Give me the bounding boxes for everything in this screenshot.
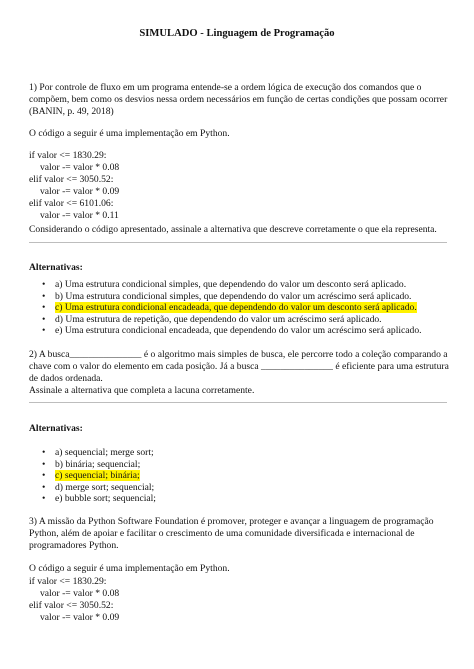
q1-prompt: Considerando o código apresentado, assinale a alternativa que descreve corretamente o que ela representa.	[29, 224, 437, 235]
code-line: if valor <= 1830.29:	[29, 576, 107, 587]
option-text: a) Uma estrutura condicional simples, que dependendo do valor um desconto será aplicado.	[55, 279, 407, 290]
bullet-icon: •	[42, 470, 46, 482]
q1-intro: O código a seguir é uma implementação em Python.	[29, 128, 230, 139]
page-title: SIMULADO - Linguagem de Programação	[139, 28, 335, 39]
q1-option-c[interactable]	[29, 302, 449, 314]
q3-stem-line: Python, além de apoiar e facilitar o crescimento de uma comunidade diversificada e internacional de	[29, 528, 415, 539]
q1-stem-line: (BANIN, p. 49, 2018)	[29, 106, 114, 117]
divider	[29, 402, 447, 403]
option-text: e) bubble sort; sequencial;	[55, 493, 156, 505]
divider	[29, 242, 447, 243]
q3-code-block	[29, 576, 449, 624]
q1-option-e[interactable]	[29, 325, 449, 337]
bullet-icon: •	[42, 493, 46, 505]
code-line: elif valor <= 3050.52:	[29, 174, 114, 185]
q2-options-list	[29, 447, 449, 505]
q2-alternatives-label: Alternativas:	[29, 423, 83, 434]
q2-stem-line: 2) A busca_______________ é o algoritmo mais simples de busca, ele percorre todo a coleção comparando a	[29, 349, 448, 360]
q1-alternatives-label: Alternativas:	[29, 262, 83, 273]
q2-stem-line: Assinale a alternativa que completa a lacuna corretamente.	[29, 385, 255, 396]
code-line: elif valor <= 3050.52:	[29, 600, 114, 611]
q3-stem	[29, 516, 449, 552]
q2-stem	[29, 349, 449, 397]
bullet-icon: •	[42, 458, 46, 470]
q1-option-b[interactable]	[29, 291, 449, 303]
bullet-icon: •	[42, 325, 46, 337]
q2-stem-line: de dados ordenada.	[29, 373, 103, 384]
option-text: e) Uma estrutura condicional encadeada, que dependendo do valor um acréscimo será aplicado.	[55, 325, 422, 337]
q1-stem	[29, 82, 449, 118]
option-text-highlighted: c) Uma estrutura condicional encadeada, que dependendo do valor um desconto será aplicado.	[55, 302, 417, 314]
bullet-icon: •	[42, 481, 46, 493]
bullet-icon: •	[42, 279, 46, 290]
q1-stem-line: compõem, bem como os desvios nessa ordem necessários em função de certas condições que possam ocorrer	[29, 94, 448, 105]
code-line: elif valor <= 6101.06:	[29, 198, 114, 209]
q3-stem-line: programadores Python.	[29, 540, 119, 551]
q2-option-d[interactable]	[29, 482, 449, 494]
q1-stem-line: 1) Por controle de fluxo em um programa entende-se a ordem lógica de execução dos comandos que o	[29, 82, 422, 93]
q3-intro: O código a seguir é uma implementação em Python.	[29, 563, 230, 574]
bullet-icon: •	[42, 313, 46, 325]
option-text: d) Uma estrutura de repetição, que dependendo do valor um acréscimo será aplicado.	[55, 313, 382, 325]
q2-option-c[interactable]	[29, 470, 449, 482]
option-text-highlighted: c) sequencial; binária;	[55, 470, 140, 482]
code-line: valor -= valor * 0.11	[40, 210, 119, 221]
q1-option-d[interactable]	[29, 314, 449, 326]
q1-code-block	[29, 150, 449, 222]
q1-options-list	[29, 279, 449, 337]
q1-option-a[interactable]	[29, 279, 449, 291]
option-text: b) Uma estrutura condicional simples, que dependendo do valor um acréscimo será aplicado.	[55, 290, 412, 302]
code-line: valor -= valor * 0.09	[40, 186, 120, 197]
option-text: a) sequencial; merge sort;	[55, 447, 154, 458]
code-line: if valor <= 1830.29:	[29, 150, 107, 161]
q2-option-b[interactable]	[29, 459, 449, 471]
option-text: d) merge sort; sequencial;	[55, 481, 155, 493]
code-line: valor -= valor * 0.08	[40, 588, 120, 599]
bullet-icon: •	[42, 302, 46, 314]
code-line: valor -= valor * 0.09	[40, 612, 120, 623]
q3-stem-line: 3) A missão da Python Software Foundation é promover, proteger e avançar a linguagem de programação	[29, 516, 434, 527]
code-line: valor -= valor * 0.08	[40, 162, 120, 173]
q2-stem-line: chave com o valor do elemento em cada posição. Já a busca _______________ é eficiente para uma estrutura	[29, 361, 449, 372]
option-text: b) binária; sequencial;	[55, 458, 141, 470]
bullet-icon: •	[42, 447, 46, 458]
q2-option-e[interactable]	[29, 493, 449, 505]
q2-option-a[interactable]	[29, 447, 449, 459]
bullet-icon: •	[42, 290, 46, 302]
